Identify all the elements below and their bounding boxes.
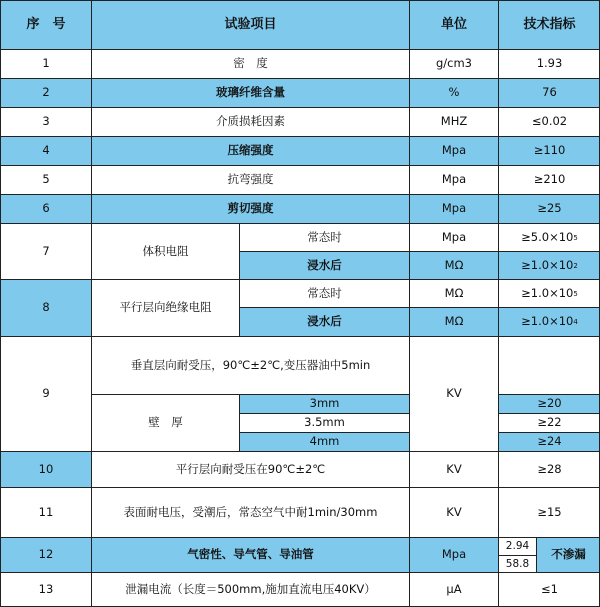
row-unit: KV [409, 487, 498, 537]
row-unit: % [409, 78, 498, 107]
row-spec: ≥110 [498, 136, 600, 165]
thickness-value: 3.5mm [239, 413, 409, 432]
row-number: 6 [0, 194, 91, 223]
spec-base: ≥1.0×10 [521, 314, 574, 329]
pressure-value: 58.8 [498, 555, 536, 572]
header-seq: 序 号 [0, 0, 91, 49]
row-unit: KV [409, 451, 498, 487]
row-item: 体积电阻 [91, 223, 239, 279]
row-number: 8 [0, 279, 91, 336]
row-item: 平行层向耐受压在90℃±2℃ [91, 451, 409, 487]
row-item: 压缩强度 [91, 136, 409, 165]
row-spec: ≤0.02 [498, 107, 600, 136]
row-unit: MΩ [409, 251, 498, 279]
row-unit: μA [409, 572, 498, 607]
row-spec: ≥24 [498, 432, 600, 451]
row-spec: ≥20 [498, 394, 600, 413]
header-item: 试验项目 [91, 0, 409, 49]
row-spec: ≥28 [498, 451, 600, 487]
row-number: 5 [0, 165, 91, 194]
row-unit: Mpa [409, 165, 498, 194]
row-spec: ≥210 [498, 165, 600, 194]
row-spec: ≥22 [498, 413, 600, 432]
row-unit: MΩ [409, 307, 498, 336]
row-item: 垂直层向耐受压，90℃±2℃,变压器油中5min [91, 336, 409, 394]
row-number: 9 [0, 336, 91, 451]
row-number: 12 [0, 537, 91, 572]
row-item: 气密性、导气管、导油管 [91, 537, 409, 572]
row-condition: 浸水后 [239, 307, 409, 336]
thickness-value: 3mm [239, 394, 409, 413]
row-spec: 1.93 [498, 49, 600, 78]
row-unit: Mpa [409, 537, 498, 572]
row-condition: 浸水后 [239, 251, 409, 279]
row-number: 3 [0, 107, 91, 136]
row-item: 泄漏电流（长度＝500mm,施加直流电压40KV） [91, 572, 409, 607]
row-number: 1 [0, 49, 91, 78]
row-spec: ≥1.0×10 5 [498, 279, 600, 307]
spec-base: ≥5.0×10 [521, 229, 574, 244]
row-unit: KV [409, 336, 498, 451]
spec-base: ≥1.0×10 [521, 285, 574, 300]
row-item: 表面耐电压，受潮后，常态空气中耐1min/30mm [91, 487, 409, 537]
test-result: 不渗漏 [536, 537, 600, 572]
row-spec: ≥1.0×10 2 [498, 251, 600, 279]
row-condition: 常态时 [239, 279, 409, 307]
header-unit: 单位 [409, 0, 498, 49]
row-spec-empty [498, 336, 600, 394]
row-number: 2 [0, 78, 91, 107]
row-number: 10 [0, 451, 91, 487]
row-number: 4 [0, 136, 91, 165]
row-item: 玻璃纤维含量 [91, 78, 409, 107]
row-spec: ≥15 [498, 487, 600, 537]
row-condition: 常态时 [239, 223, 409, 251]
row-number: 7 [0, 223, 91, 279]
spec-base: ≥1.0×10 [521, 257, 574, 272]
row-item: 剪切强度 [91, 194, 409, 223]
row-unit: Mpa [409, 194, 498, 223]
row-spec: ≥1.0×10 4 [498, 307, 600, 336]
row-item: 介质损耗因素 [91, 107, 409, 136]
thickness-value: 4mm [239, 432, 409, 451]
pressure-value: 2.94 [498, 537, 536, 555]
row-spec: ≥25 [498, 194, 600, 223]
row-number: 13 [0, 572, 91, 607]
row-item: 密 度 [91, 49, 409, 78]
row-unit: Mpa [409, 223, 498, 251]
row-item: 抗弯强度 [91, 165, 409, 194]
row-number: 11 [0, 487, 91, 537]
row-unit: MHZ [409, 107, 498, 136]
row-spec: ≤1 [498, 572, 600, 607]
row-unit: g/cm3 [409, 49, 498, 78]
row-unit: Mpa [409, 136, 498, 165]
row-unit: MΩ [409, 279, 498, 307]
row-item: 平行层向绝缘电阻 [91, 279, 239, 336]
thickness-label: 壁 厚 [91, 394, 239, 451]
row-spec: 76 [498, 78, 600, 107]
header-spec: 技术指标 [498, 0, 600, 49]
row-spec: ≥5.0×10 5 [498, 223, 600, 251]
